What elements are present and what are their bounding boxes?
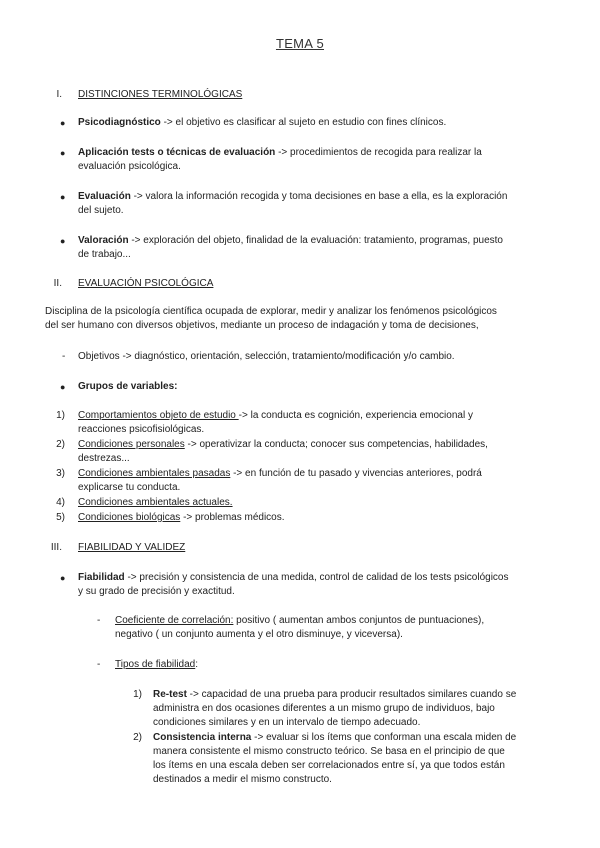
objetivos-line: Objetivos -> diagnóstico, orientación, selección, tratamiento/modificación y/o cambio. bbox=[78, 351, 455, 362]
list-number: 5) bbox=[56, 512, 65, 523]
fiabilidad-line-cont: y su grado de precisión y exactitud. bbox=[78, 586, 235, 597]
list-item-cont: destrezas... bbox=[78, 453, 130, 464]
retest-line: Re-test -> capacidad de una prueba para producir resultados similares cuando se bbox=[153, 689, 517, 700]
sublist-number: 2) bbox=[133, 732, 142, 743]
dash-marker: - bbox=[97, 615, 101, 626]
term-evaluacion: Evaluación -> valora la información recogida y toma decisiones en base a ella, es la exploración bbox=[78, 191, 508, 202]
section-2-number: II. bbox=[53, 278, 62, 289]
retest-line-3: condiciones similares y en un intervalo de tiempo adecuado. bbox=[153, 717, 421, 728]
list-item: Comportamientos objeto de estudio -> la conducta es cognición, experiencia emocional y bbox=[78, 410, 473, 421]
list-number: 1) bbox=[56, 410, 65, 421]
list-number: 3) bbox=[56, 468, 65, 479]
bullet-icon: ● bbox=[60, 573, 66, 583]
list-item: Condiciones ambientales actuales. bbox=[78, 497, 233, 508]
consistencia-line-4: destinados a medir el mismo constructo. bbox=[153, 774, 332, 785]
bullet-icon: ● bbox=[60, 236, 66, 246]
tipos-heading: Tipos de fiabilidad: bbox=[115, 659, 199, 670]
section-1-heading: DISTINCIONES TERMINOLÓGICAS bbox=[78, 89, 243, 100]
list-number: 4) bbox=[56, 497, 65, 508]
coeficiente-line: Coeficiente de correlación: positivo ( aumentan ambos conjuntos de puntuaciones), bbox=[115, 615, 485, 626]
term-valoracion-cont: de trabajo... bbox=[78, 249, 131, 260]
term-aplicacion-cont: evaluación psicológica. bbox=[78, 161, 181, 172]
bullet-icon: ● bbox=[60, 118, 66, 128]
bullet-icon: ● bbox=[60, 148, 66, 158]
section-2-heading: EVALUACIÓN PSICOLÓGICA bbox=[78, 278, 214, 289]
list-number: 2) bbox=[56, 439, 65, 450]
section-3-heading: FIABILIDAD Y VALIDEZ bbox=[78, 542, 186, 553]
sublist-number: 1) bbox=[133, 689, 142, 700]
section-1-number: I. bbox=[56, 89, 62, 100]
section-2-paragraph: Disciplina de la psicología científica ocupada de explorar, medir y analizar los fenómenos psicológicos bbox=[45, 306, 497, 317]
fiabilidad-line: Fiabilidad -> precisión y consistencia de una medida, control de calidad de los tests psicológicos bbox=[78, 572, 509, 583]
term-evaluacion-cont: del sujeto. bbox=[78, 205, 124, 216]
grupos-heading: Grupos de variables: bbox=[78, 381, 178, 392]
list-item: Condiciones biológicas -> problemas médicos. bbox=[78, 512, 285, 523]
page-title: TEMA 5 bbox=[275, 36, 325, 51]
coeficiente-line-cont: negativo ( un conjunto aumenta y el otro disminuye, y viceversa). bbox=[115, 629, 403, 640]
consistencia-line-2: manera consistente el mismo constructo teórico. Se basa en el principio de que bbox=[153, 746, 505, 757]
section-2-paragraph-cont: del ser humano con diversos objetivos, mediante un proceso de indagación y toma de decisiones, bbox=[45, 320, 479, 331]
consistencia-line-3: los ítems en una escala deben ser correlacionados entre sí, ya que todos están bbox=[153, 760, 505, 771]
section-3-number: III. bbox=[50, 542, 62, 553]
list-item: Condiciones personales -> operativizar la conducta; conocer sus competencias, habilidades, bbox=[78, 439, 488, 450]
list-item-cont: explicarse tu conducta. bbox=[78, 482, 181, 493]
list-item: Condiciones ambientales pasadas -> en función de tu pasado y vivencias anteriores, podrá bbox=[78, 468, 482, 479]
term-psicodiagnostico: Psicodiagnóstico -> el objetivo es clasificar al sujeto en estudio con fines clínicos. bbox=[78, 117, 447, 128]
bullet-icon: ● bbox=[60, 382, 66, 392]
bullet-icon: ● bbox=[60, 192, 66, 202]
retest-line-2: administra en dos ocasiones diferentes a un mismo grupo de individuos, bajo bbox=[153, 703, 495, 714]
dash-marker: - bbox=[62, 351, 66, 362]
term-valoracion: Valoración -> exploración del objeto, finalidad de la evaluación: tratamiento, programas, puesto bbox=[78, 235, 503, 246]
list-item-cont: reacciones psicofisiológicas. bbox=[78, 424, 205, 435]
term-aplicacion: Aplicación tests o técnicas de evaluación -> procedimientos de recogida para realizar la bbox=[78, 147, 482, 158]
consistencia-line: Consistencia interna -> evaluar si los ítems que conforman una escala miden de bbox=[153, 732, 517, 743]
dash-marker: - bbox=[97, 659, 101, 670]
